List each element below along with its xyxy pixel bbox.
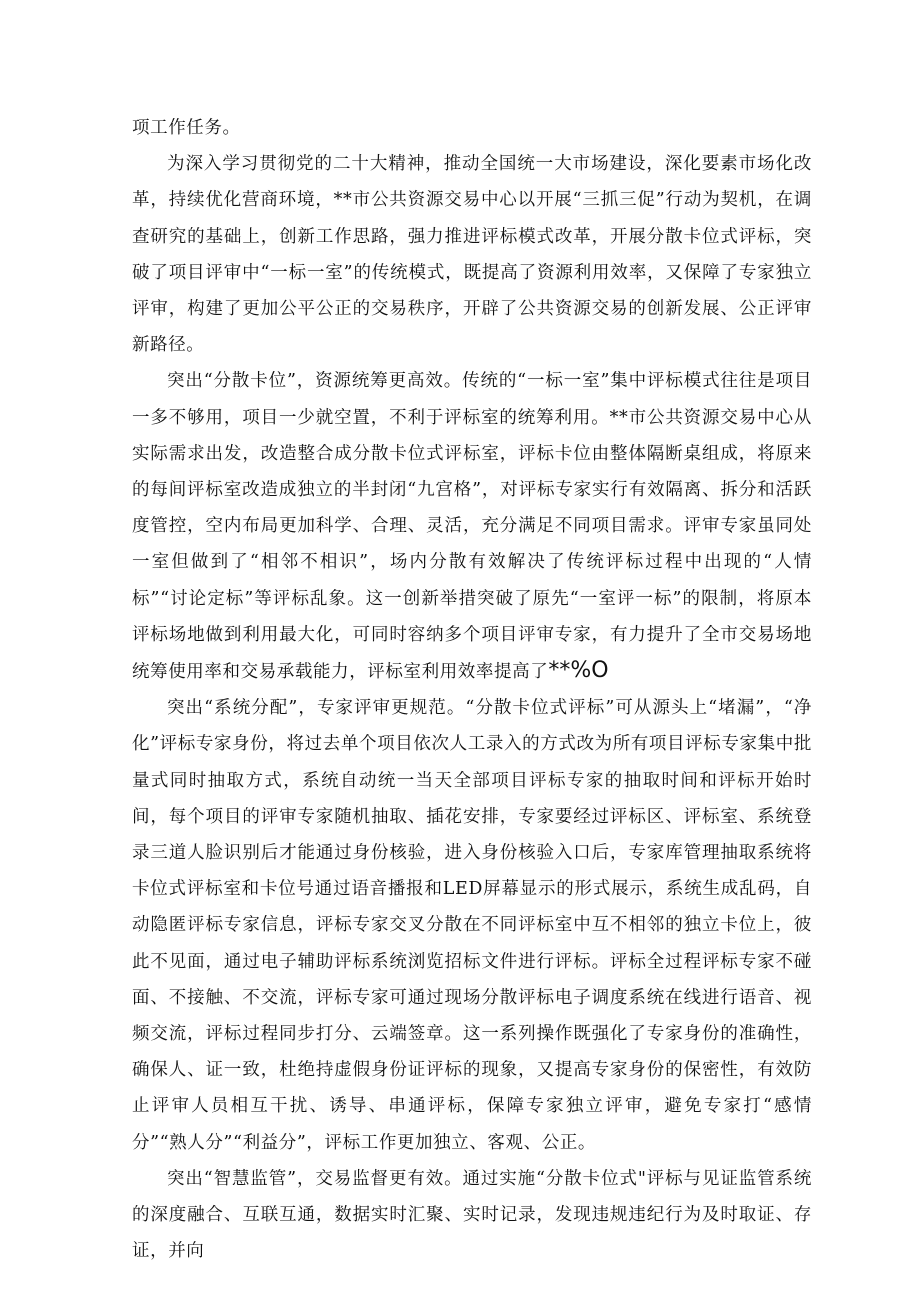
paragraph-intro: 为深入学习贯彻党的二十大精神，推动全国统一大市场建设，深化要素市场化改革，持续优化营商环境，**市公共资源交易中心以开展“三抓三促”行动为契机，在调查研究的基础上，创新工作思路，强力推进评标模式改革，开展分散卡位式评标，突破了项目评审中“一标一室”的传统模式，既提高了资源利用效率，又保障了专家独立评审，构建了更加公平公正的交易秩序，开辟了公共资源交易的创新发展、公正评审新路径。 — [132, 154, 812, 356]
efficiency-percentage: **%O — [548, 658, 609, 684]
document-body — [132, 110, 812, 1270]
paragraph-system-allocation: 突出“系统分配”，专家评审更规范。“分散卡位式评标”可从源头上“堵漏”，“净化”评标专家身份，将过去单个项目依次人工录入的方式改为所有项目评标专家集中批量式同时抽取方式，系统自动统一当天全部项目评标专家的抽取时间和评标开始时间，每个项目的评审专家随机抽取、插花安排，专家要经过评标区、评标室、系统登录三道人脸识别后才能通过身份核验，进入身份核验入口后，专家库管理抽取系统将卡位式评标室和卡位号通过语音播报和LED屏幕显示的形式展示，系统生成乱码，自动隐匿评标专家信息，评标专家交叉分散在不同评标室中互不相邻的独立卡位上，彼此不见面，通过电子辅助评标系统浏览招标文件进行评标。评标全过程评标专家不碰面、不接触、不交流，评标专家可通过现场分散评标电子调度系统在线进行语音、视频交流，评标过程同步打分、云端签章。这一系列操作既强化了专家身份的准确性，确保人、证一致，杜绝持虚假身份证评标的现象，又提高专家身份的保密性，有效防止评审人员相互干扰、诱导、串通评标，保障专家独立评审，避免专家打“感情分”“熟人分”“利益分”，评标工作更加独立、客观、公正。 — [132, 698, 812, 1153]
paragraph-dispersed-seating-text: 突出“分散卡位”，资源统筹更高效。传统的“一标一室”集中评标模式往往是项目一多不够用，项目一少就空置，不利于评标室的统筹利用。**市公共资源交易中心从实际需求出发，改造整合成分散卡位式评标室，评标卡位由整体隔断桌组成，将原来的每间评标室改造成独立的半封闭“九宫格”，对评标专家实行有效隔离、拆分和活跃度管控，空内布局更加科学、合理、灵活，充分满足不同项目需求。评审专家虽同处一室但做到了“相邻不相识”，场内分散有效解决了传统评标过程中出现的“人情标”“讨论定标”等评标乱象。这一创新举措突破了原先“一室评一标”的限制，将原本评标场地做到利用最大化，可同时容纳多个项目评审专家，有力提升了全市交易场地统筹使用率和交易承载能力，评标室利用效率提高了 — [132, 371, 812, 683]
paragraph-continuation: 项工作任务。 — [132, 118, 241, 138]
paragraph-smart-supervision: 突出“智慧监管”，交易监督更有效。通过实施“分散卡位式"评标与见证监管系统的深度融合、互联互通，数据实时汇聚、实时记录，发现违规违纪行为及时取证、存证，并向 — [132, 1168, 812, 1262]
paragraph-dispersed-seating — [132, 363, 812, 690]
